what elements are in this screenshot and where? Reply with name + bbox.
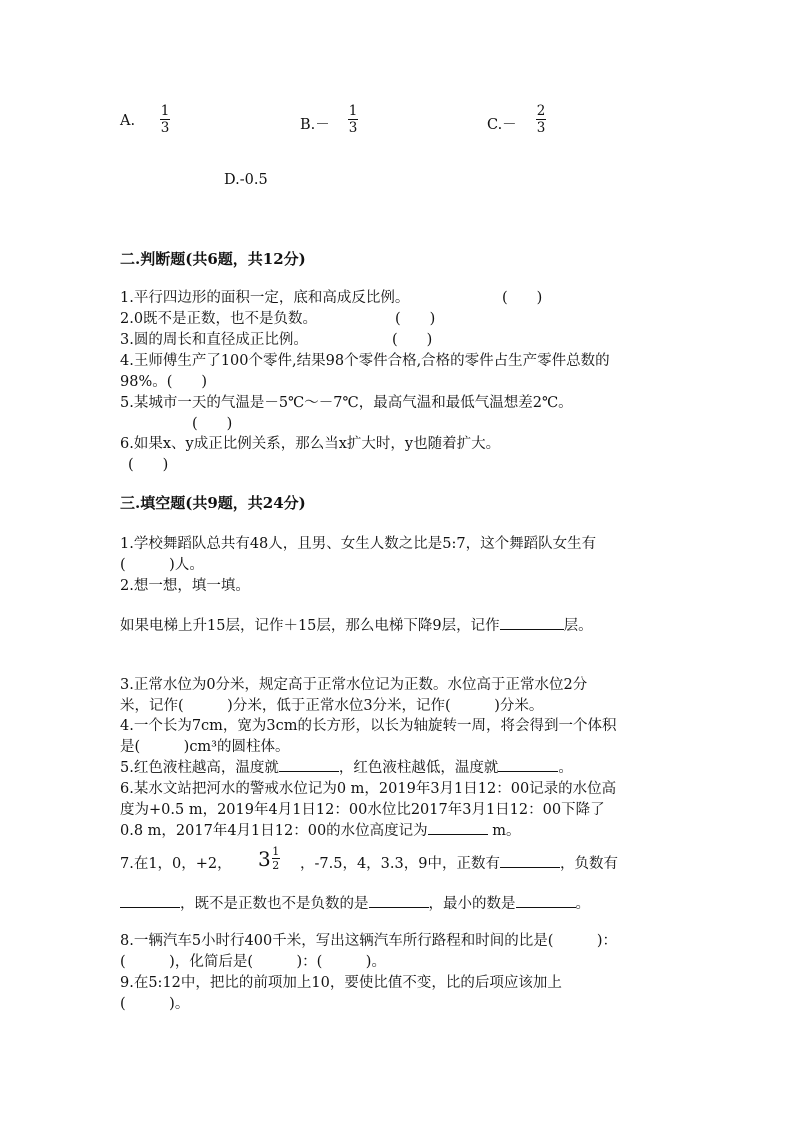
- option-a-denominator: 3: [160, 120, 170, 136]
- option-a-fraction: [160, 104, 170, 135]
- judge-q1: 1.平行四边形的面积一定，底和高成反比例。: [120, 290, 410, 306]
- fill-q1-line2[interactable]: ( )人。: [120, 557, 204, 573]
- option-b-label: B.－: [300, 117, 330, 133]
- option-b-numerator: 1: [348, 103, 358, 119]
- fill-q7-text-e: ，最小的数是: [428, 896, 516, 912]
- fill-q4-line1: 4.一个长为7cm，宽为3cm的长方形，以长为轴旋转一周，将会得到一个体积: [120, 718, 617, 734]
- fill-q2-blank[interactable]: [500, 617, 564, 630]
- fill-q2-line1: 2.想一想，填一填。: [120, 578, 250, 594]
- fill-q2-text: 如果电梯上升15层，记作＋15层，那么电梯下降9层，记作: [120, 618, 500, 634]
- fill-q7-prefix: 7.在1，0，+2，: [120, 856, 232, 872]
- fill-q8-line2[interactable]: ( )，化简后是( )：( )。: [120, 954, 386, 970]
- fill-q6-line1: 6.某水文站把河水的警戒水位记为0 m，2019年3月1日12：00记录的水位高: [120, 781, 617, 797]
- fill-q3-line2[interactable]: 米，记作( )分米，低于正常水位3分米，记作( )分米。: [120, 698, 544, 714]
- section-3-title: 三.填空题(共9题，共24分): [120, 494, 306, 512]
- option-a-numerator: 1: [160, 103, 170, 119]
- judge-q6-answer[interactable]: ( ): [128, 457, 169, 473]
- option-a-label: A.: [120, 113, 136, 129]
- fill-q5-blank-1[interactable]: [279, 759, 339, 772]
- fill-q5-text-a: 5.红色液柱越高，温度就: [120, 760, 279, 776]
- fill-q3-line1: 3.正常水位为0分米，规定高于正常水位记为正数。水位高于正常水位2分: [120, 677, 588, 693]
- judge-q4-line1: 4.王师傅生产了100个零件,结果98个零件合格,合格的零件占生产零件总数的: [120, 353, 610, 369]
- fill-q5-text-c: 。: [558, 760, 573, 776]
- fill-q7-mixed-number: [258, 846, 280, 871]
- section-2-title: 二.判断题(共6题，共12分): [120, 250, 306, 268]
- fill-q7-whole: 3: [258, 846, 271, 871]
- option-c-denominator: 3: [536, 120, 546, 136]
- fill-q1-line1: 1.学校舞蹈队总共有48人，且男、女生人数之比是5:7，这个舞蹈队女生有: [120, 536, 597, 552]
- fill-q7-blank-negative[interactable]: [120, 895, 180, 908]
- judge-q4-line2[interactable]: 98%。( ): [120, 374, 208, 390]
- option-d: D.-0.5: [224, 172, 268, 188]
- option-c-fraction: [536, 104, 546, 135]
- fill-q5-blank-2[interactable]: [498, 759, 558, 772]
- fill-q7-numerator: 1: [272, 845, 280, 858]
- fill-q7-text-c: ，负数有: [559, 856, 618, 872]
- fill-q7-line1-rest: [300, 852, 618, 873]
- fill-q6-text: 0.8 m，2017年4月1日12：00的水位高度记为: [120, 823, 428, 839]
- fill-q8-line1[interactable]: 8.一辆汽车5小时行400千米，写出这辆汽车所行路程和时间的比是( )：: [120, 933, 618, 949]
- fill-q7-denominator: 2: [272, 859, 280, 872]
- fill-q7-text-d: ，既不是正数也不是负数的是: [180, 896, 369, 912]
- judge-q2-answer[interactable]: ( ): [395, 311, 436, 327]
- fill-q7-text-b: ，-7.5，4，3.3，9中，正数有: [300, 856, 500, 872]
- fill-q6-blank[interactable]: [428, 822, 488, 835]
- fill-q6-line2: 度为+0.5 m，2019年4月1日12：00水位比2017年3月1日12：00下降了: [120, 802, 605, 818]
- fill-q7-text-f: 。: [575, 896, 590, 912]
- judge-q5-line1: 5.某城市一天的气温是－5℃～－7℃，最高气温和最低气温想差2℃。: [120, 395, 573, 411]
- judge-q6-line1: 6.如果x、y成正比例关系，那么当x扩大时，y也随着扩大。: [120, 436, 501, 452]
- fill-q4-line2[interactable]: 是( )cm³的圆柱体。: [120, 739, 290, 755]
- fill-q7-blank-zero[interactable]: [369, 895, 429, 908]
- fill-q2-line2: [120, 614, 593, 635]
- fill-q6-suffix: m。: [487, 823, 521, 839]
- fill-q9-line2[interactable]: ( )。: [120, 996, 190, 1012]
- judge-q1-answer[interactable]: ( ): [502, 290, 543, 306]
- fill-q5: [120, 756, 573, 777]
- fill-q9-line1: 9.在5:12中，把比的前项加上10，要使比值不变，比的后项应该加上: [120, 975, 562, 991]
- fill-q7-blank-smallest[interactable]: [516, 895, 576, 908]
- option-c-numerator: 2: [536, 103, 546, 119]
- judge-q3: 3.圆的周长和直径成正比例。: [120, 332, 308, 348]
- judge-q3-answer[interactable]: ( ): [392, 332, 433, 348]
- judge-q5-answer[interactable]: ( ): [192, 416, 233, 432]
- option-c-label: C.－: [487, 117, 517, 133]
- fill-q7-blank-positive[interactable]: [500, 855, 560, 868]
- option-b-denominator: 3: [348, 120, 358, 136]
- fill-q6-line3: [120, 819, 521, 840]
- judge-q2: 2.0既不是正数，也不是负数。: [120, 311, 318, 327]
- fill-q5-text-b: ，红色液柱越低，温度就: [338, 760, 499, 776]
- fill-q7-line2: [120, 892, 590, 913]
- option-b-fraction: [348, 104, 358, 135]
- fill-q2-suffix: 层。: [563, 618, 593, 634]
